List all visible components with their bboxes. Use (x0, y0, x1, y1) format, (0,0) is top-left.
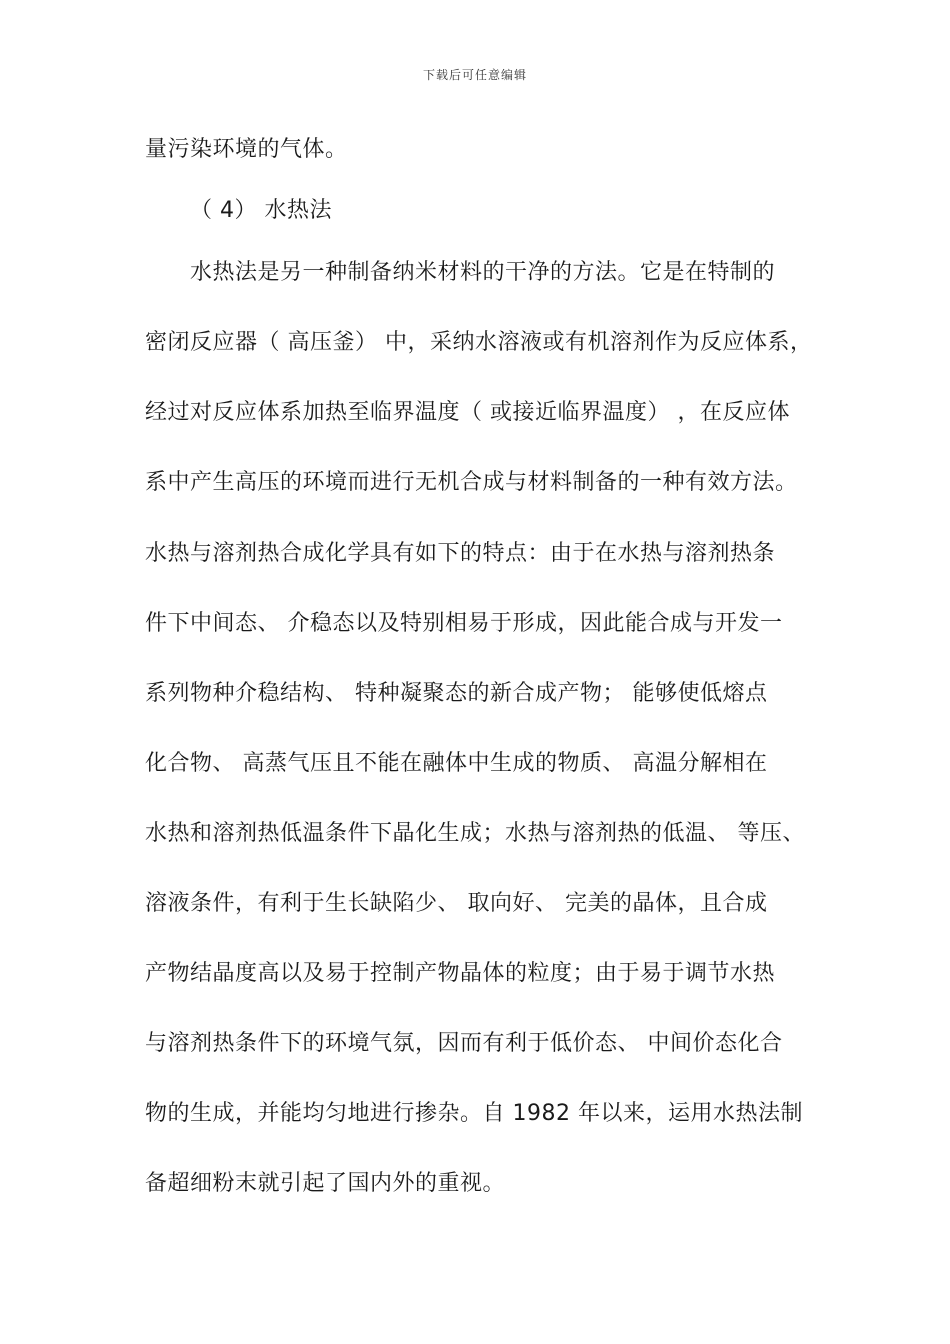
text-line-15: 物的生成，并能均匀地进行掺杂。自 1982 年以来，运用水热法制 (145, 1101, 803, 1126)
text-line-6: 系中产生高压的环境而进行无机合成与材料制备的一种有效方法。 (145, 470, 798, 495)
text-line-16: 备超细粉末就引起了国内外的重视。 (145, 1171, 506, 1196)
text-line-13: 产物结晶度高以及易于控制产物晶体的粒度；由于易于调节水热 (145, 961, 776, 986)
text-line-11: 水热和溶剂热低温条件下晶化生成；水热与溶剂热的低温、 等压、 (145, 821, 805, 846)
page-header: 下载后可任意编辑 (422, 68, 527, 82)
text-line-7: 水热与溶剂热合成化学具有如下的特点：由于在水热与溶剂热条 (145, 541, 776, 566)
text-line-10: 化合物、 高蒸气压且不能在融体中生成的物质、 高温分解相在 (145, 751, 768, 776)
text-line-4: 密闭反应器（ 高压釜） 中，采纳水溶液或有机溶剂作为反应体系， (145, 330, 813, 355)
text-line-14: 与溶剂热条件下的环境气氛，因而有利于低价态、 中间价态化合 (145, 1031, 783, 1056)
text-line-3: 水热法是另一种制备纳米材料的干净的方法。它是在特制的 (190, 260, 776, 285)
text-line-12: 溶液条件，有利于生长缺陷少、 取向好、 完美的晶体，且合成 (145, 891, 768, 916)
section-heading: （ 4） 水热法 (190, 198, 332, 223)
text-line-9: 系列物种介稳结构、 特种凝聚态的新合成产物； 能够使低熔点 (145, 681, 768, 706)
text-line-5: 经过对反应体系加热至临界温度（ 或接近临界温度） ，在反应体 (145, 400, 790, 425)
text-line-8: 件下中间态、 介稳态以及特别相易于形成，因此能合成与开发一 (145, 611, 783, 636)
text-line-1: 量污染环境的气体。 (145, 137, 348, 162)
